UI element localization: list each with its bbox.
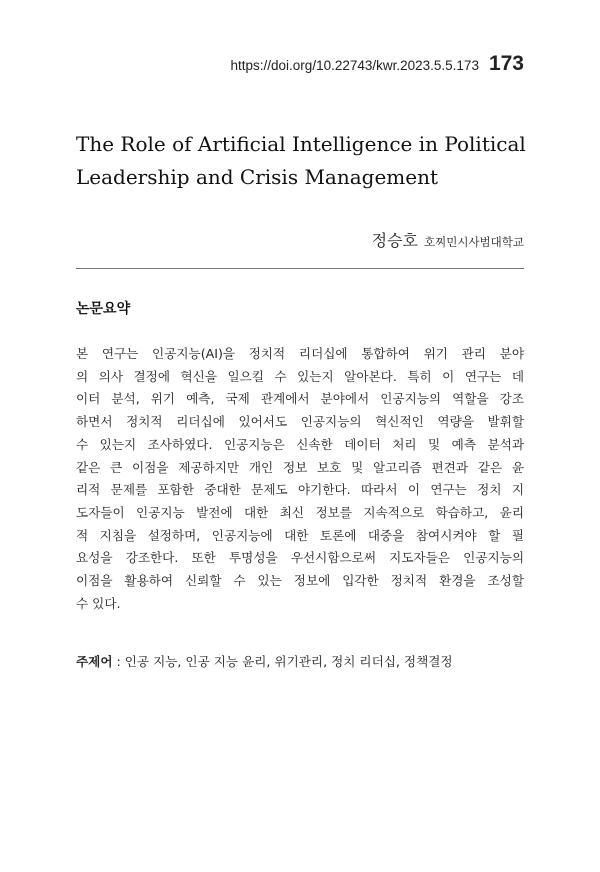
- author-name: 정승호: [371, 231, 419, 250]
- keywords-text: 인공 지능, 인공 지능 윤리, 위기관리, 정치 리더십, 정책결정: [124, 654, 453, 669]
- abstract-line: 하면서 정치적 리더십에 있어서도 인공지능의 혁신적인 역량을 발휘할: [76, 414, 524, 430]
- page-header: [231, 52, 524, 76]
- keywords-separator: :: [112, 654, 125, 669]
- abstract-line: 도자들이 인공지능 발전에 대한 최신 정보를 지속적으로 학습하고, 윤리: [76, 504, 524, 520]
- title-line-2: Leadership and Crisis Management: [76, 165, 439, 189]
- abstract-heading: 논문요약: [76, 301, 131, 317]
- doi-link[interactable]: https://doi.org/10.22743/kwr.2023.5.5.173: [230, 58, 479, 73]
- abstract-line: 본 연구는 인공지능(AI)을 정치적 리더십에 통합하여 위기 관리 분야: [76, 346, 524, 361]
- page-number: 173: [488, 52, 524, 75]
- abstract-line: 이터 분석, 위기 예측, 국제 관계에서 분야에서 인공지능의 역할을 강조: [76, 391, 524, 407]
- abstract-body: [76, 343, 524, 615]
- abstract-line: 적 지침을 설정하며, 인공지능에 대한 토론에 대중을 참여시켜야 할 필: [76, 527, 524, 543]
- keywords-label: 주제어: [76, 654, 113, 669]
- abstract-line: 요성을 강조한다. 또한 투명성을 우선시함으로써 지도자들은 인공지능의: [76, 550, 524, 566]
- abstract-line: 의 의사 결정에 혁신을 일으킬 수 있는지 알아본다. 특히 이 연구는 데: [76, 368, 524, 384]
- author-block: [372, 228, 524, 251]
- keywords: [76, 651, 453, 670]
- title-line-1: The Role of Artificial Intelligence in Political: [76, 132, 526, 156]
- abstract-line: 같은 큰 이점을 제공하지만 개인 정보 보호 및 알고리즘 편견과 같은 윤: [76, 459, 524, 475]
- author-affiliation: 호찌민시사범대학교: [424, 235, 524, 249]
- abstract-line: 이점을 활용하여 신뢰할 수 있는 정보에 입각한 정치적 환경을 조성할: [76, 573, 524, 589]
- abstract-line: 리적 문제를 포함한 중대한 문제도 야기한다. 따라서 이 연구는 정치 지: [76, 482, 524, 498]
- abstract-line: 수 있다.: [76, 595, 121, 611]
- abstract-line: 수 있는지 조사하였다. 인공지능은 신속한 데이터 처리 및 예측 분석과: [76, 436, 524, 452]
- paper-title: [76, 128, 536, 194]
- title-divider: [76, 268, 524, 269]
